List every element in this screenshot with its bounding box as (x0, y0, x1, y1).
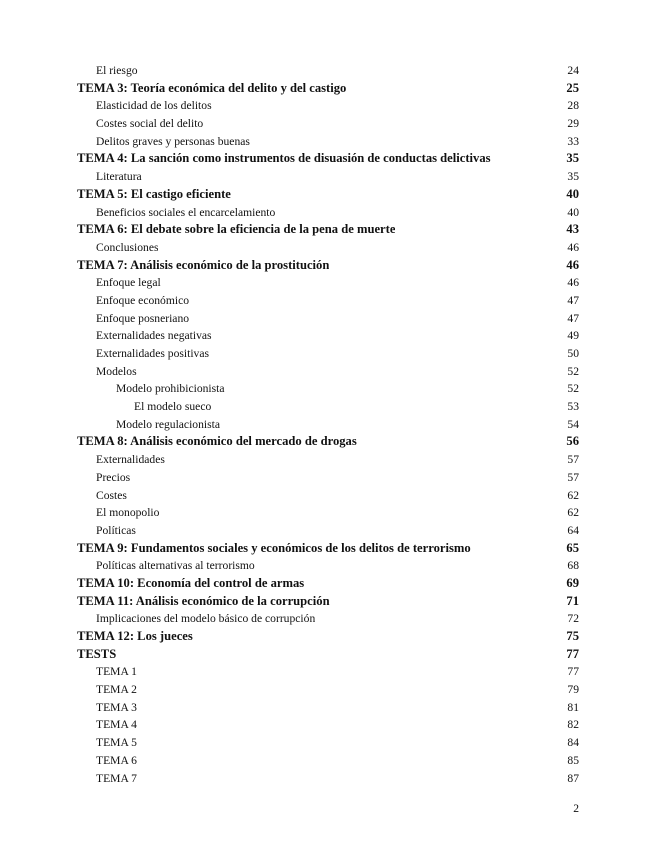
toc-entry-page: 56 (566, 434, 579, 449)
toc-entry-title: Enfoque económico (96, 293, 190, 307)
toc-heading[interactable] (77, 575, 579, 593)
toc-entry-page: 25 (566, 80, 579, 95)
toc-entry-title: Modelos (96, 364, 137, 378)
toc-entry-page: 43 (566, 222, 579, 237)
toc-entry-page: 49 (567, 329, 579, 343)
toc-entry[interactable] (77, 716, 579, 734)
toc-entry-title: Costes (96, 488, 127, 502)
toc-entry[interactable] (77, 292, 579, 310)
toc-entry[interactable] (77, 345, 579, 363)
toc-entry-title: TEMA 6: El debate sobre la eficiencia de la pena de muerte (77, 222, 396, 237)
toc-entry-title: Precios (96, 470, 131, 484)
toc-entry-title: El modelo sueco (134, 400, 212, 414)
toc-entry-title: Externalidades negativas (96, 329, 212, 343)
toc-entry[interactable] (77, 168, 579, 186)
toc-entry-page: 35 (567, 170, 579, 184)
toc-entry-title: TEMA 7 (96, 771, 137, 785)
toc-entry[interactable] (77, 699, 579, 717)
toc-entry[interactable] (77, 681, 579, 699)
toc-entry[interactable] (77, 274, 579, 292)
toc-entry-title: Literatura (96, 170, 142, 184)
toc-entry-title: Políticas alternativas al terrorismo (96, 559, 255, 573)
toc-entry-page: 84 (567, 736, 579, 750)
toc-entry-title: Modelo regulacionista (116, 417, 220, 431)
toc-entry-page: 24 (567, 64, 579, 77)
toc-heading[interactable] (77, 186, 579, 204)
toc-entry-title: TEMA 5: El castigo eficiente (77, 186, 231, 201)
toc-entry-title: TEMA 10: Economía del control de armas (77, 575, 305, 590)
toc-entry-title: TEMA 5 (96, 736, 137, 750)
toc-entry-page: 54 (567, 417, 579, 431)
toc-entry-page: 87 (567, 771, 579, 785)
toc-entry[interactable] (77, 97, 579, 115)
toc-entry[interactable] (77, 504, 579, 522)
toc-entry[interactable] (77, 62, 579, 80)
toc-entry-page: 57 (567, 453, 579, 467)
toc-entry-page: 46 (567, 276, 579, 290)
toc-entry-title: TEMA 2 (96, 683, 137, 697)
toc-heading[interactable] (77, 593, 579, 611)
toc-entry-title: Externalidades positivas (96, 347, 210, 360)
toc-entry-title: Beneficios sociales el encarcelamiento (96, 205, 276, 219)
toc-entry[interactable] (77, 204, 579, 222)
toc-entry-title: TEMA 3 (96, 700, 137, 714)
toc-entry[interactable] (77, 451, 579, 469)
toc-entry-title: Elasticidad de los delitos (96, 99, 212, 113)
toc-entry[interactable] (77, 770, 579, 788)
toc-entry-title: TEMA 12: Los jueces (77, 629, 193, 643)
toc-entry-title: TEMA 4 (96, 718, 137, 732)
toc-entry-title: TEMA 11: Análisis económico de la corrupción (77, 593, 330, 608)
page-number: 2 (573, 802, 579, 815)
toc-entry[interactable] (77, 752, 579, 770)
toc-entry-title: Delitos graves y personas buenas (96, 134, 250, 148)
toc-entry-page: 52 (567, 382, 579, 396)
toc-heading[interactable] (77, 540, 579, 558)
toc-entry-page: 28 (567, 99, 579, 113)
toc-entry-page: 81 (567, 700, 579, 714)
toc-entry-page: 50 (567, 347, 579, 360)
toc-entry[interactable] (77, 115, 579, 133)
toc-entry-title: TEMA 4: La sanción como instrumentos de disuasión de conductas delictivas (77, 151, 491, 166)
toc-entry-page: 79 (567, 683, 579, 697)
toc-entry-title: Modelo prohibicionista (116, 382, 225, 396)
toc-entry[interactable] (77, 522, 579, 540)
toc-entry[interactable] (77, 239, 579, 257)
toc-entry-page: 65 (566, 540, 579, 555)
toc-entry-page: 82 (567, 718, 579, 732)
toc-entry[interactable] (77, 487, 579, 505)
toc-entry-title: TEMA 8: Análisis económico del mercado de drogas (77, 434, 357, 449)
toc-entry-page: 52 (567, 364, 579, 378)
toc-entry[interactable] (77, 327, 579, 345)
toc-entry-title: El monopolio (96, 506, 160, 520)
toc-entry[interactable] (77, 380, 579, 398)
toc-entry-page: 40 (566, 186, 579, 201)
toc-entry-title: Implicaciones del modelo básico de corrupción (96, 612, 316, 626)
toc-entry-page: 47 (567, 311, 579, 325)
toc-entry-title: TEMA 7: Análisis económico de la prostitución (77, 257, 330, 272)
toc-entry-page: 46 (566, 257, 579, 272)
toc-heading[interactable] (77, 646, 579, 664)
toc-entry-page: 33 (567, 134, 579, 148)
toc-heading[interactable] (77, 80, 579, 98)
toc-heading[interactable] (77, 257, 579, 275)
toc-entry-page: 62 (567, 488, 579, 502)
toc-entry-page: 57 (567, 470, 579, 484)
toc-entry-page: 77 (566, 646, 579, 661)
toc-heading[interactable] (77, 628, 579, 646)
toc-entry-page: 72 (567, 612, 579, 626)
toc-entry-page: 40 (567, 205, 579, 219)
toc-entry-page: 29 (567, 117, 579, 131)
toc-entry-title: Costes social del delito (96, 117, 204, 131)
toc-entry-page: 46 (567, 240, 579, 254)
toc-entry-title: TESTS (77, 646, 117, 661)
toc-entry[interactable] (77, 133, 579, 151)
toc-entry-title: Enfoque legal (96, 276, 161, 290)
toc-entry-title: Externalidades (96, 453, 165, 467)
toc-entry-page: 53 (567, 400, 579, 414)
toc-entry-title: Políticas (96, 523, 136, 537)
toc-entry-title: El riesgo (96, 64, 138, 77)
toc-entry[interactable] (77, 398, 579, 416)
toc-entry-page: 75 (566, 629, 579, 643)
toc-entry[interactable] (77, 363, 579, 381)
toc-entry-page: 62 (567, 506, 579, 520)
toc-entry[interactable] (77, 663, 579, 681)
toc-entry-page: 47 (567, 293, 579, 307)
toc-entry-page: 35 (566, 151, 579, 166)
toc-heading[interactable] (77, 433, 579, 451)
toc-entry-title: Enfoque posneriano (96, 311, 190, 325)
toc-entry-page: 85 (567, 753, 579, 767)
toc-entry-page: 71 (566, 593, 579, 608)
toc-entry-page: 77 (567, 665, 579, 679)
toc-entry-title: TEMA 3: Teoría económica del delito y del castigo (77, 80, 347, 95)
toc-entry[interactable] (77, 469, 579, 487)
toc-entry-title: TEMA 9: Fundamentos sociales y económicos de los delitos de terrorismo (77, 540, 471, 555)
toc-heading[interactable] (77, 221, 579, 239)
toc-entry[interactable] (77, 610, 579, 628)
toc-entry[interactable] (77, 734, 579, 752)
toc-entry-title: TEMA 6 (96, 753, 137, 767)
toc-entry[interactable] (77, 557, 579, 575)
toc-entry[interactable] (77, 310, 579, 328)
toc-entry[interactable] (77, 416, 579, 434)
toc-entry-page: 68 (567, 559, 579, 573)
toc-heading[interactable] (77, 150, 579, 168)
toc-entry-title: Conclusiones (96, 240, 159, 254)
toc-entry-page: 64 (567, 523, 579, 537)
table-of-contents (77, 62, 579, 787)
toc-entry-page: 69 (566, 575, 579, 590)
toc-entry-title: TEMA 1 (96, 665, 137, 679)
